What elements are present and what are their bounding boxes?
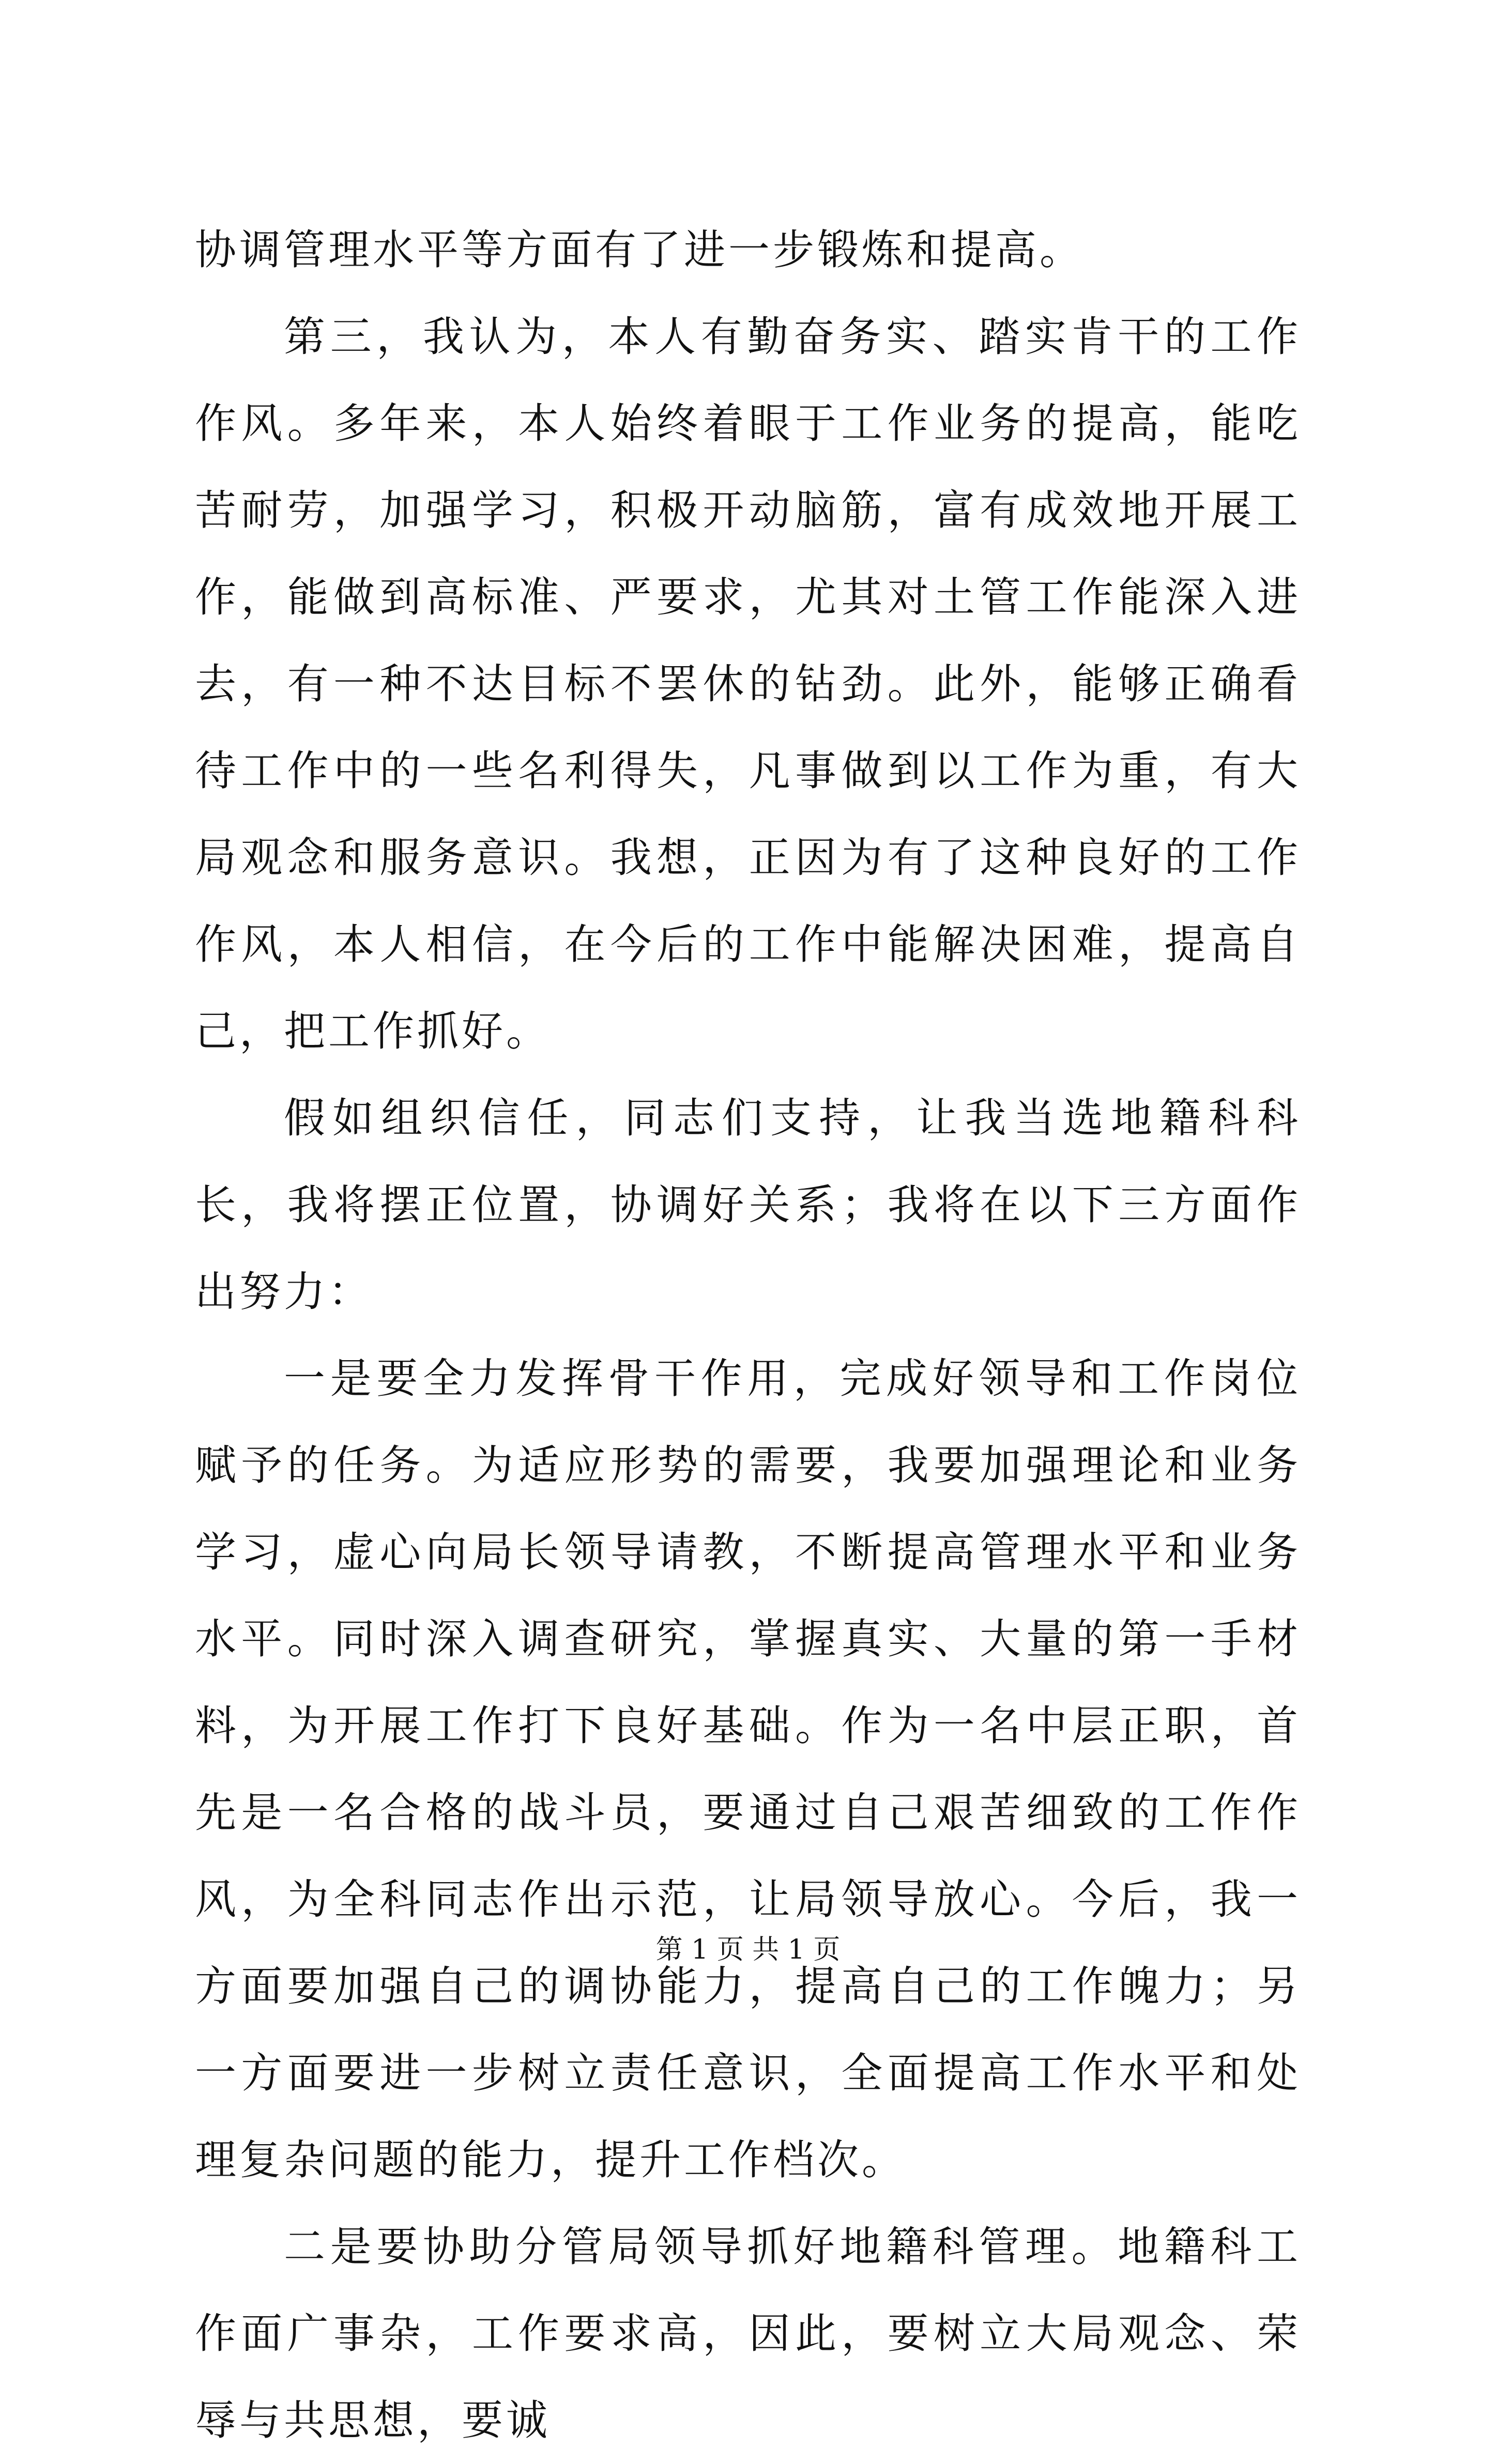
paragraph-work-style: 第三，我认为，本人有勤奋务实、踏实肯干的工作作风。多年来，本人始终着眼于工作业务的提高，能吃苦耐劳，加强学习，积极开动脑筋，富有成效地开展工作，能做到高标准、严要求，尤其对土管工作能深入进去，有一种不达目标不罢休的钻劲。此外，能够正确看待工作中的一些名利得失，凡事做到以工作为重，有大局观念和服务意识。我想，正因为有了这种良好的工作作风，本人相信，在今后的工作中能解决困难，提高自己，把工作抓好。 [195, 313, 1301, 1055]
document-body [195, 207, 1301, 2464]
paragraph-commitment: 假如组织信任，同志们支持，让我当选地籍科科长，我将摆正位置，协调好关系；我将在以下三方面作出努力： [195, 1094, 1301, 1316]
paragraph-point-two: 二是要协助分管局领导抓好地籍科管理。地籍科工作面广事杂，工作要求高，因此，要树立大局观念、荣辱与共思想，要诚 [195, 2223, 1301, 2444]
paragraph-point-one: 一是要全力发挥骨干作用，完成好领导和工作岗位赋予的任务。为适应形势的需要，我要加强理论和业务学习，虚心向局长领导请教，不断提高管理水平和业务水平。同时深入调查研究，掌握真实、大量的第一手材料，为开展工作打下良好基础。作为一名中层正职，首先是一名合格的战斗员，要通过自己艰苦细致的工作作风，为全科同志作出示范，让局领导放心。今后，我一方面要加强自己的调协能力，提高自己的工作魄力；另一方面要进一步树立责任意识，全面提高工作水平和处理复杂问题的能力，提升工作档次。 [195, 1354, 1301, 2184]
page-footer: 第 1 页 共 1 页 [655, 1934, 841, 1965]
paragraph-continuation: 协调管理水平等方面有了进一步锻炼和提高。 [195, 226, 1084, 274]
